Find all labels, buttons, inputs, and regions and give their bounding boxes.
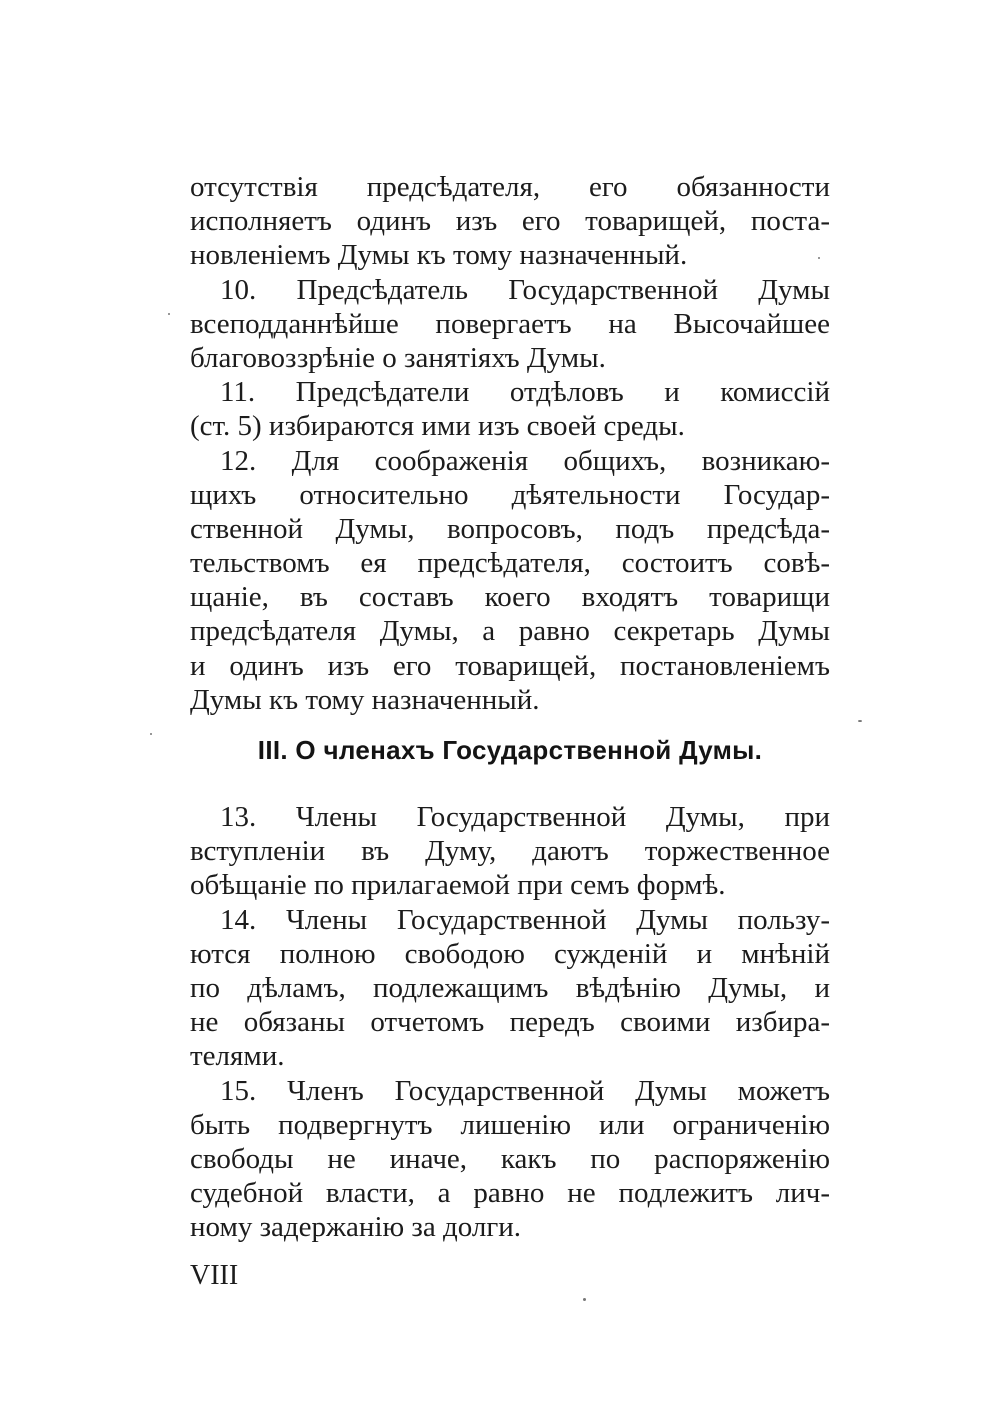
print-speck [168, 313, 170, 315]
text-line: 10. Предсѣдатель Государственной Думы [220, 273, 830, 306]
text-line: 14. Члены Государственной Думы пользу- [220, 903, 830, 936]
text-line: обѣщаніе по прилагаемой при семъ формѣ. [190, 869, 726, 902]
text-line: 15. Членъ Государственной Думы можетъ [220, 1074, 830, 1107]
text-line: новленіемъ Думы къ тому назначенный. [190, 239, 688, 272]
text-line: 13. Члены Государственной Думы, при [220, 801, 830, 833]
print-speck [583, 1298, 586, 1301]
text-line: ственной Думы, вопросовъ, подъ предсѣда- [190, 512, 830, 545]
page-signature: VIII [190, 1260, 239, 1291]
print-speck [818, 257, 820, 259]
text-line: вступленіи въ Думу, даютъ торжественное [190, 835, 830, 868]
text-line: благовоззрѣніе о занятіяхъ Думы. [190, 341, 606, 374]
text-line: по дѣламъ, подлежащимъ вѣдѣнію Думы, и [190, 971, 830, 1004]
text-line: исполняетъ одинъ изъ его товарищей, поста- [190, 205, 830, 238]
text-line: ются полною свободою сужденій и мнѣній [190, 937, 830, 970]
print-speck [858, 720, 862, 722]
section-heading: III. О членахъ Государственной Думы. [257, 735, 763, 765]
text-block-articles-13-15 [190, 800, 830, 1244]
text-line: Думы къ тому назначенный. [190, 683, 540, 716]
text-line: судебной власти, а равно не подлежитъ лич- [190, 1177, 830, 1210]
text-block-articles-10-12 [190, 170, 830, 717]
text-line: (ст. 5) избираются ими изъ своей среды. [190, 410, 685, 443]
text-line: отсутствія предсѣдателя, его обязанности [190, 171, 830, 203]
text-line: щаніе, въ составъ коего входятъ товарищи [190, 581, 830, 614]
print-speck [150, 733, 152, 735]
text-line: ному задержанію за долги. [190, 1211, 522, 1244]
text-line: и одинъ изъ его товарищей, постановленіемъ [190, 649, 830, 682]
text-line: щихъ относительно дѣятельности Государ- [190, 478, 830, 511]
text-line: не обязаны отчетомъ передъ своими избира- [190, 1006, 830, 1039]
text-line: 12. Для соображенія общихъ, возникаю- [220, 444, 830, 477]
text-line: телями. [190, 1040, 285, 1073]
text-line: 11. Предсѣдатели отдѣловъ и комиссій [220, 376, 830, 409]
text-line: свободы не иначе, какъ по распоряженію [190, 1142, 830, 1175]
text-line: тельствомъ ея предсѣдателя, состоитъ совѣ- [190, 547, 830, 580]
text-line: предсѣдателя Думы, а равно секретарь Думы [190, 615, 830, 648]
text-line: быть подвергнутъ лишенію или ограниченію [190, 1108, 830, 1141]
text-line: всеподданнѣйше повергаетъ на Высочайшее [190, 307, 830, 340]
